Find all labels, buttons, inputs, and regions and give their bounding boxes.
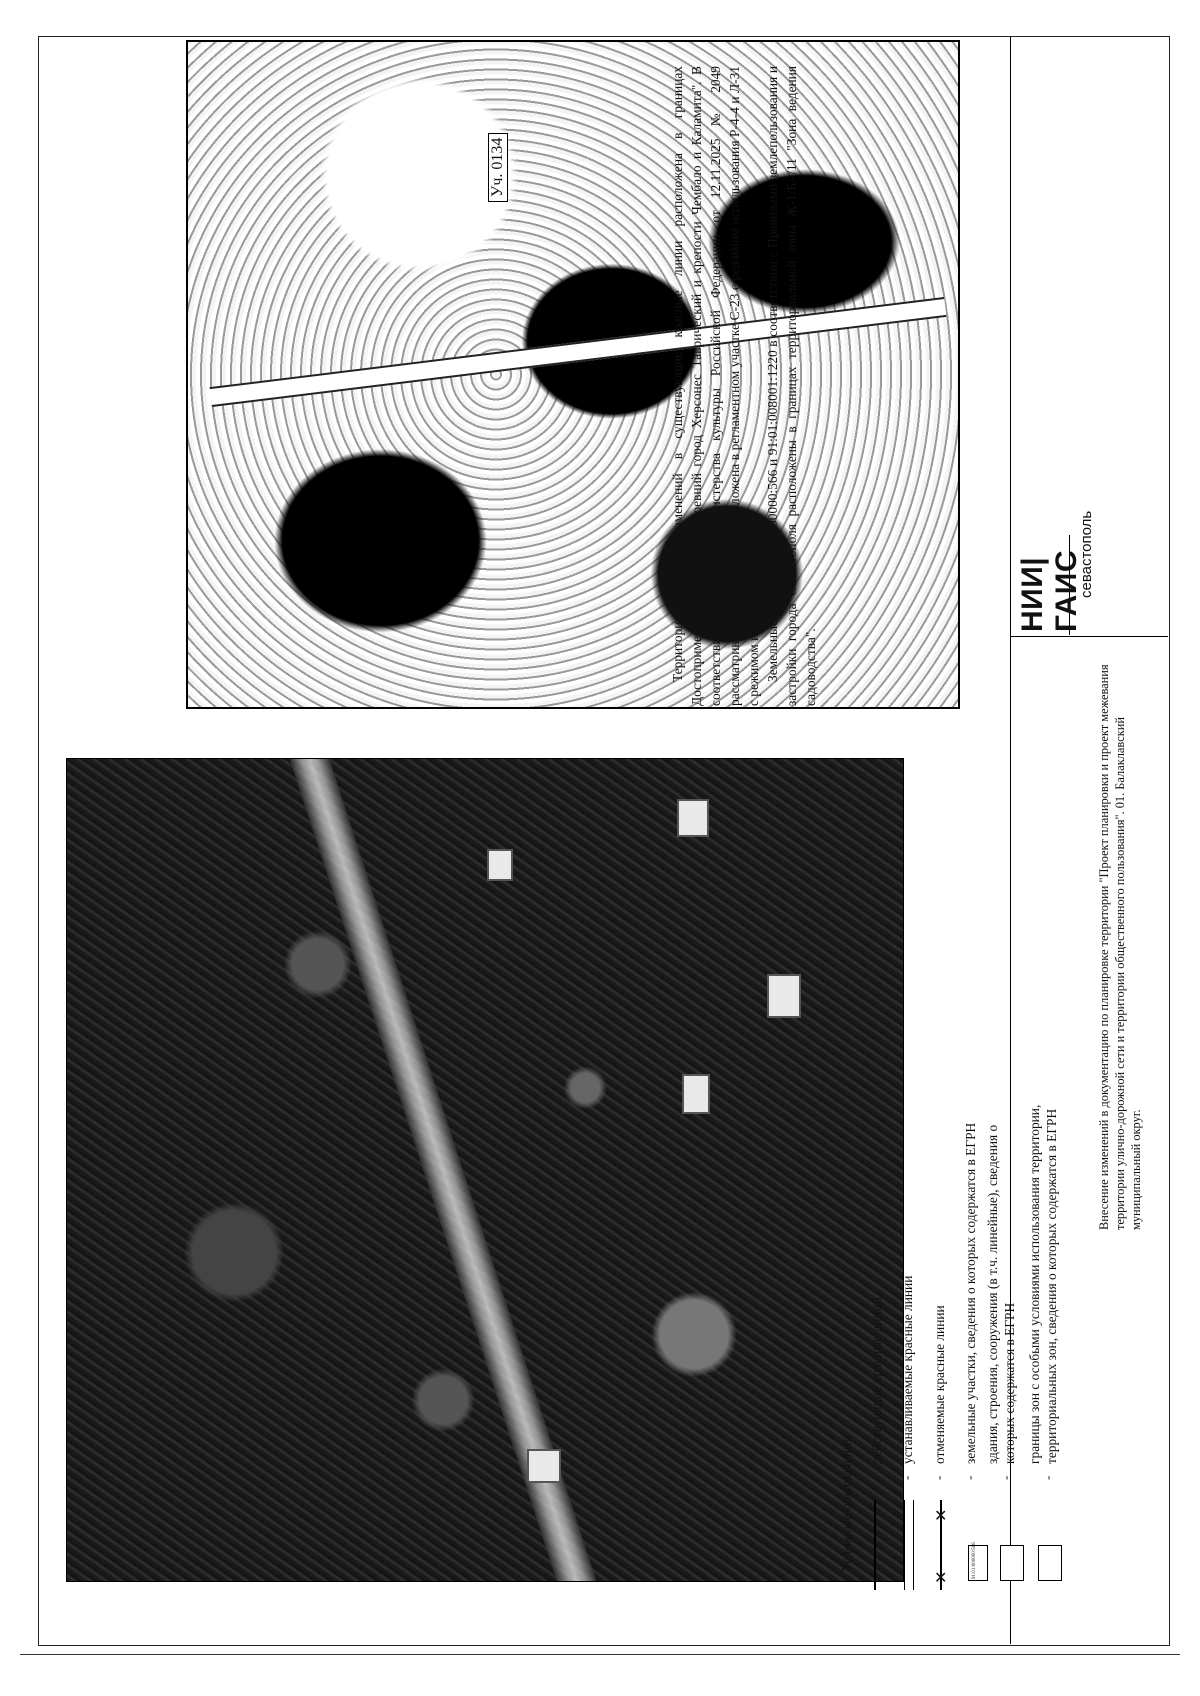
parcel-label: Уч. 0134 (488, 133, 508, 202)
building-marker (487, 849, 513, 881)
title-block-text: Внесение изменений в документацию по планировке территории "Проект планировки и проект межевания территории улично-дорожной сети и территории общественного пользования". 01. Балаклавский муниципальный округ. (1097, 664, 1143, 1230)
building-marker (767, 974, 801, 1018)
legend-dash: - (962, 1475, 977, 1480)
legend-parcel-box-text: 91:01:000000:566 (972, 1542, 977, 1579)
legend-dash: - (899, 1475, 914, 1480)
building-marker (682, 1074, 710, 1114)
legend-solid-line-icon (874, 1500, 876, 1590)
description-paragraph-1: Территория внесения изменений в существующие красные линии расположена в границах Достопримечательного места "Древний город Херсонес Таврический и крепости Чембало и Каламита". В соответствии с приказом Министерства культуры Российской Федерации от 12.11.2025 № 2049 рассматриваемая территория расположена в регламентном участке С-23 с режимом использования Р-4-4 и Л-31 с режимом использования Р-3-3. (670, 66, 761, 706)
legend-dash: - (868, 1475, 883, 1480)
legend-crossed-line-icon (934, 1500, 948, 1590)
legend-dash: - (1040, 1475, 1055, 1480)
building-marker (677, 799, 709, 837)
legend-title: Условные обозначения (840, 1435, 855, 1572)
building-marker (527, 1449, 561, 1483)
legend-dash: - (931, 1475, 946, 1480)
legend-zone-box-icon (1038, 1545, 1062, 1581)
legend-label-existing-red-lines: действующие красные линии (869, 1297, 884, 1464)
detail-aerial-photo (66, 758, 904, 1582)
legend-dash: - (998, 1475, 1013, 1480)
legend-label-zones: границы зон с особыми условиями использования территории, территориальных зон, сведения о которых содержатся в ЕГРН (1027, 1104, 1059, 1464)
legend-label-cancelled-red-lines: отменяемые красные линии (932, 1305, 947, 1464)
description-paragraph-2: Земельные участки 91:01:000000:566 и 91:01:008001:1220 в соответствии с Правилами землепользования и застройки города Севастополя расположены в границах территориальной зоны Ж-1/Б/-/11 "Зона ведения садоводства". (765, 66, 818, 706)
legend-label-buildings: здания, строения, сооружения (в т.ч. линейные), сведения о которых содержатся в ЕГРН (985, 1124, 1017, 1464)
legend-label-land-parcels: земельные участки, сведения о которых содержатся в ЕГРН (963, 1122, 978, 1464)
territory-description (668, 66, 820, 706)
logo-sub-text: севастополь (1078, 510, 1095, 598)
legend-building-box-icon (1000, 1545, 1024, 1581)
legend-cross-mark-icon: ✕ (934, 1570, 948, 1587)
legend-double-line-icon (904, 1500, 914, 1590)
overview-aerial-photo (186, 40, 960, 709)
overview-road-line (210, 297, 947, 407)
legend-cross-mark-icon: ✕ (934, 1508, 948, 1525)
legend-parcel-box-icon (968, 1542, 988, 1581)
title-block-separator (1010, 636, 1168, 637)
legend-label-new-red-lines: устанавливаемые красные линии (900, 1275, 915, 1464)
logo (1016, 510, 1095, 632)
logo-main-text: НИИ|ГАИС (1016, 549, 1083, 632)
footer-line (20, 1654, 1180, 1655)
